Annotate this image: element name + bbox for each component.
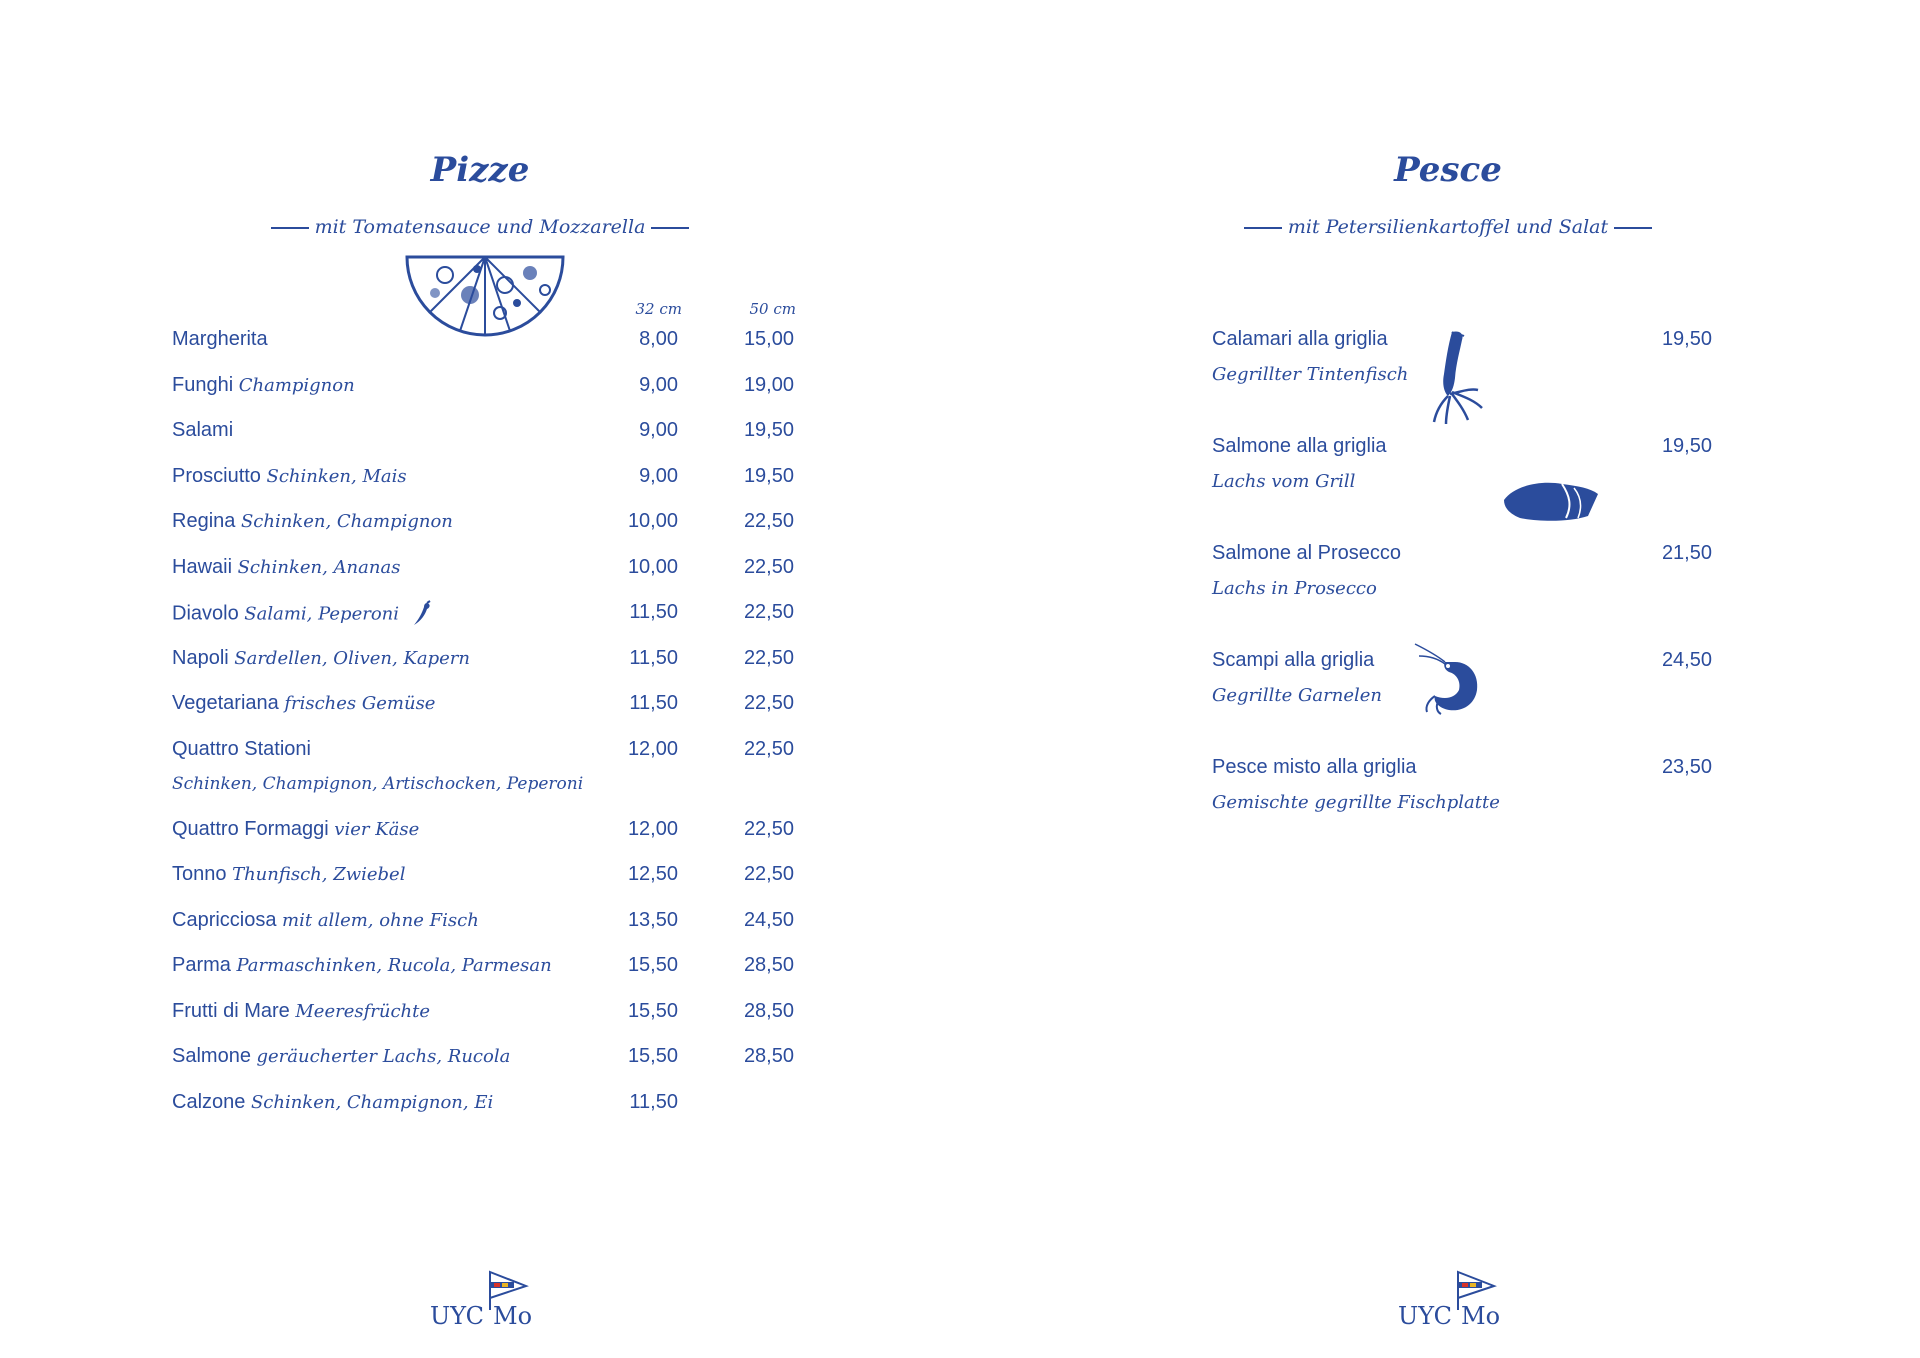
- price-50: 28,50: [743, 1000, 794, 1022]
- pizza-name: Capricciosa: [172, 909, 277, 931]
- pizza-desc: mit allem, ohne Fisch: [282, 910, 479, 931]
- fish-name: Salmone alla griglia: [1212, 435, 1387, 457]
- price-32: 10,00: [627, 556, 678, 578]
- pizza-row: [172, 419, 802, 449]
- pesce-subtitle-text: mit Petersilienkartoffel und Salat: [1287, 216, 1609, 238]
- price-32: 9,00: [639, 465, 678, 487]
- price-32: 11,50: [629, 647, 678, 669]
- price-32: 11,50: [629, 601, 678, 623]
- divider: [1614, 227, 1652, 229]
- logo-text-right: Mo: [1461, 1302, 1501, 1330]
- pizza-row: [172, 601, 802, 631]
- price-32: 8,00: [639, 328, 678, 350]
- logo-text-left: UYC: [1398, 1302, 1453, 1330]
- price-50: 22,50: [743, 863, 794, 885]
- pizza-desc: Schinken, Champignon, Artischocken, Peperoni: [172, 774, 584, 794]
- price-50: 19,00: [743, 374, 794, 396]
- pizza-name: Diavolo: [172, 602, 239, 625]
- pizza-row: [172, 909, 802, 939]
- logo-text-left: UYC: [430, 1302, 485, 1330]
- price-32: 13,50: [627, 909, 678, 931]
- chili-icon: [411, 601, 433, 627]
- pesce-title: Pesce: [1394, 150, 1502, 190]
- pizza-desc: Thunfisch, Zwiebel: [232, 864, 406, 885]
- pizza-desc: Meeresfrüchte: [295, 1001, 431, 1022]
- fish-price: 21,50: [1661, 542, 1712, 564]
- pizza-row: [172, 863, 802, 893]
- pizza-row: [172, 1000, 802, 1030]
- fish-price: 24,50: [1661, 649, 1712, 671]
- uycmo-logo: [425, 1270, 545, 1330]
- pizza-desc: Schinken, Champignon, Ei: [250, 1092, 494, 1113]
- pizza-name: Frutti di Mare: [172, 1000, 290, 1022]
- col-32cm-label: 32 cm: [635, 300, 682, 318]
- price-32: 15,50: [627, 1000, 678, 1022]
- fish-price: 19,50: [1661, 435, 1712, 457]
- pizza-name: Hawaii: [172, 556, 233, 578]
- salmon-fillet-icon: [1500, 478, 1600, 523]
- pizza-row: [172, 954, 802, 984]
- pizza-row: [172, 692, 802, 722]
- pizza-desc: frisches Gemüse: [284, 693, 436, 714]
- pizza-name: Quattro Stationi: [172, 738, 311, 760]
- pizza-row: [172, 1045, 802, 1075]
- pizza-desc: Schinken, Mais: [266, 466, 407, 487]
- pizza-name: Tonno: [172, 863, 227, 885]
- fish-desc: Lachs vom Grill: [1212, 471, 1356, 492]
- fish-desc: Gemischte gegrillte Fischplatte: [1212, 792, 1500, 813]
- pizza-name: Margherita: [172, 328, 268, 350]
- price-50: 24,50: [743, 909, 794, 931]
- price-50: 28,50: [743, 954, 794, 976]
- pizza-name: Regina: [172, 510, 236, 532]
- pizza-desc: vier Käse: [334, 819, 420, 840]
- pizze-subtitle-text: mit Tomatensauce und Mozzarella: [314, 216, 646, 238]
- pizza-row: [172, 510, 802, 540]
- pizze-subtitle: [200, 216, 760, 238]
- divider: [1244, 227, 1282, 229]
- divider: [651, 227, 689, 229]
- price-50: 22,50: [743, 601, 794, 623]
- price-32: 9,00: [639, 374, 678, 396]
- fish-desc: Lachs in Prosecco: [1212, 578, 1377, 599]
- col-50cm-label: 50 cm: [749, 300, 796, 318]
- fish-name: Calamari alla griglia: [1212, 328, 1388, 350]
- price-32: 12,00: [627, 738, 678, 760]
- pesce-page: [960, 0, 1920, 1358]
- fish-name: Scampi alla griglia: [1212, 649, 1375, 671]
- price-32: 9,00: [639, 419, 678, 441]
- pizza-row: [172, 374, 802, 404]
- price-32: 10,00: [627, 510, 678, 532]
- divider: [271, 227, 309, 229]
- price-50: 22,50: [743, 818, 794, 840]
- fish-desc: Gegrillter Tintenfisch: [1212, 364, 1409, 385]
- price-50: 22,50: [743, 647, 794, 669]
- pizza-desc: Schinken, Champignon: [240, 511, 453, 532]
- pizza-row: [172, 738, 802, 804]
- price-50: 22,50: [743, 692, 794, 714]
- pizza-row: [172, 647, 802, 677]
- pizza-name: Funghi: [172, 374, 234, 396]
- price-32: 11,50: [629, 692, 678, 714]
- fish-price: 23,50: [1661, 756, 1712, 778]
- pizza-desc: Salami, Peperoni: [244, 603, 400, 625]
- pesce-subtitle: [1168, 216, 1728, 238]
- pizza-desc: Champignon: [238, 375, 355, 396]
- logo-text-right: Mo: [493, 1302, 533, 1330]
- pizza-name: Quattro Formaggi: [172, 818, 329, 840]
- pizza-desc: Sardellen, Oliven, Kapern: [234, 648, 470, 669]
- price-32: 12,50: [627, 863, 678, 885]
- pizza-name: Prosciutto: [172, 465, 261, 487]
- fish-name: Pesce misto alla griglia: [1212, 756, 1417, 778]
- pizza-row: [172, 556, 802, 586]
- price-50: 19,50: [743, 419, 794, 441]
- pizza-row: [172, 818, 802, 848]
- pizza-row: [172, 465, 802, 495]
- price-32: 15,50: [627, 954, 678, 976]
- price-32: 15,50: [627, 1045, 678, 1067]
- price-50: 28,50: [743, 1045, 794, 1067]
- pizza-row: [172, 1091, 802, 1121]
- price-50: 19,50: [743, 465, 794, 487]
- pizza-name: Salami: [172, 419, 234, 441]
- fish-price: 19,50: [1661, 328, 1712, 350]
- pizza-name: Salmone: [172, 1045, 251, 1067]
- pizza-name: Calzone: [172, 1091, 246, 1113]
- price-50: 22,50: [743, 738, 794, 760]
- pizza-desc: Parmaschinken, Rucola, Parmesan: [236, 955, 552, 976]
- price-32: 12,00: [627, 818, 678, 840]
- fish-name: Salmone al Prosecco: [1212, 542, 1401, 564]
- pizza-name: Napoli: [172, 647, 229, 669]
- pizza-row: [172, 328, 802, 358]
- pizza-desc: Schinken, Ananas: [237, 557, 401, 578]
- price-50: 22,50: [743, 510, 794, 532]
- pizza-icon: [405, 255, 565, 335]
- pizze-title: Pizze: [430, 150, 530, 190]
- squid-icon: [1430, 330, 1490, 425]
- price-50: 15,00: [743, 328, 794, 350]
- shrimp-icon: [1415, 640, 1485, 715]
- pizza-name: Vegetariana: [172, 692, 279, 714]
- pizza-desc: geräucherter Lachs, Rucola: [256, 1046, 511, 1067]
- pizza-name: Parma: [172, 954, 231, 976]
- price-32: 11,50: [629, 1091, 678, 1113]
- fish-desc: Gegrillte Garnelen: [1212, 685, 1382, 706]
- uycmo-logo: [1393, 1270, 1513, 1330]
- price-50: 22,50: [743, 556, 794, 578]
